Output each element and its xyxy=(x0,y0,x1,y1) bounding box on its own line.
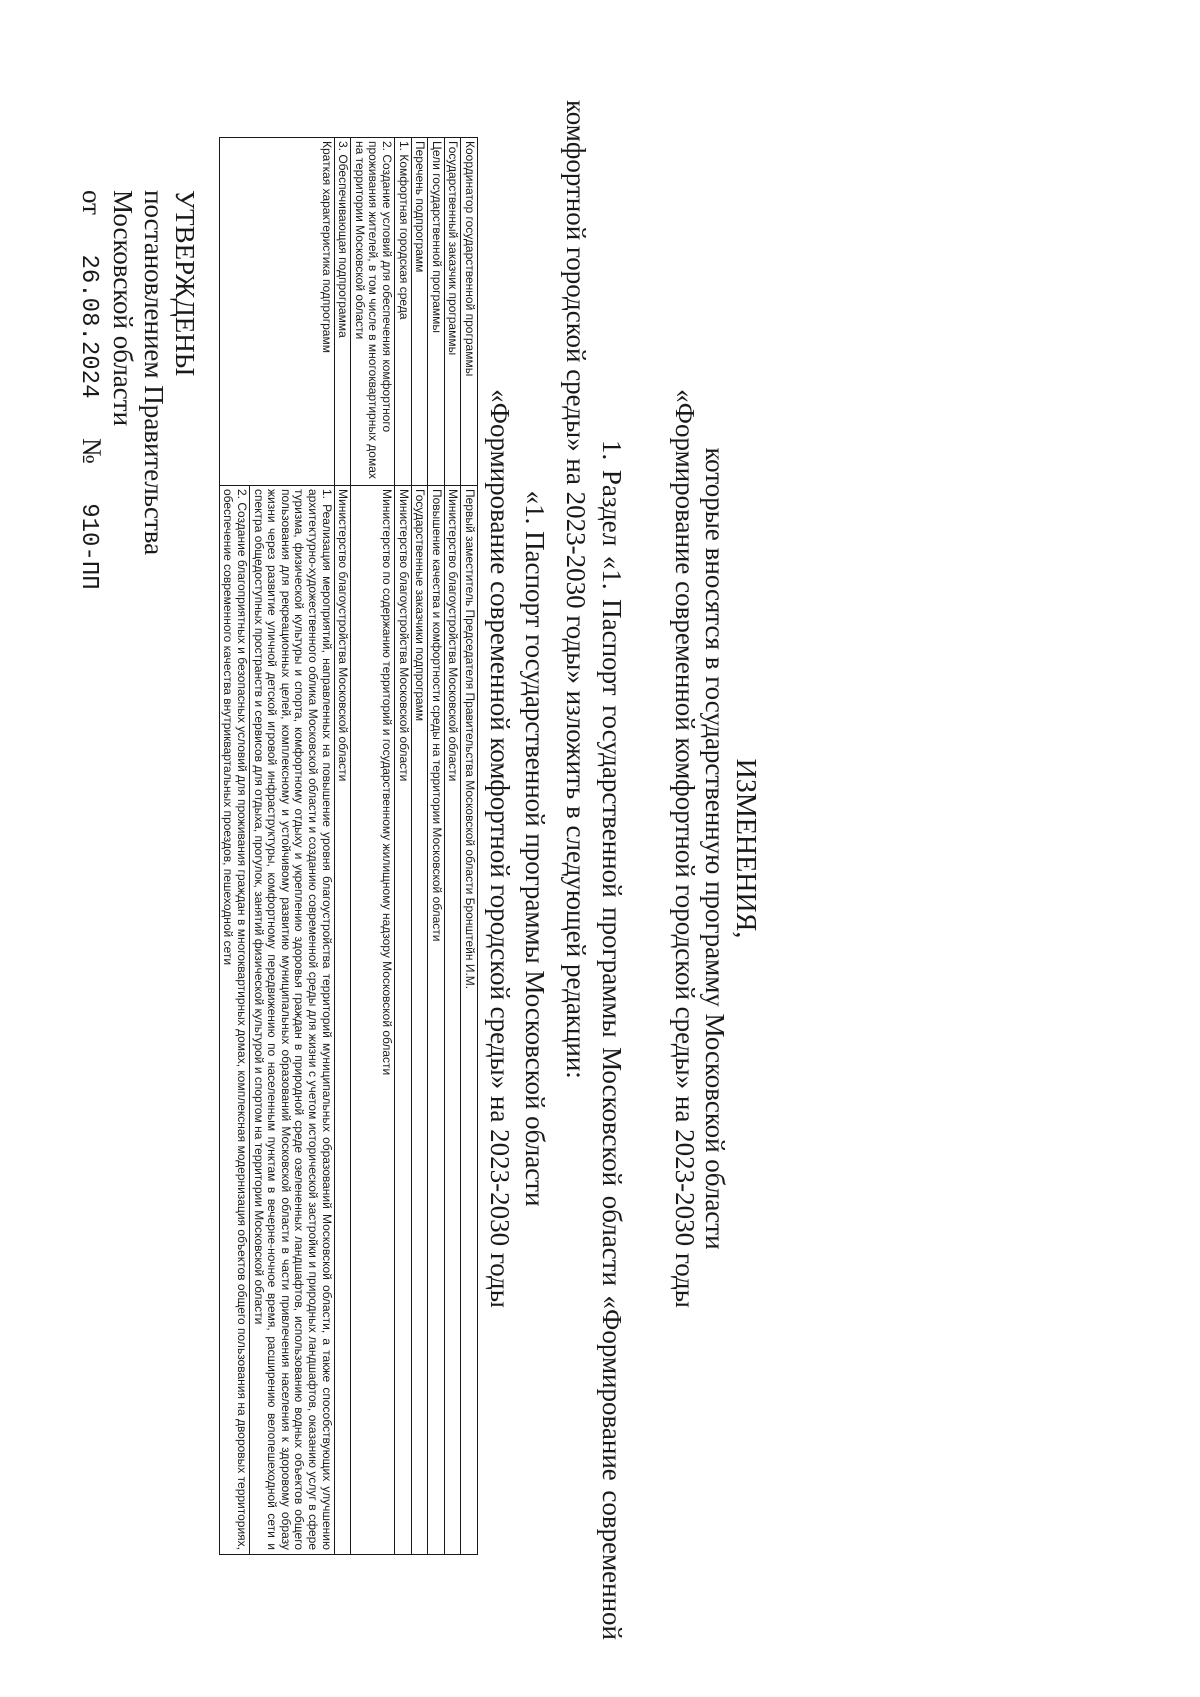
row-value: Повышение качества и комфортности среды на территории Московской области xyxy=(428,486,445,1555)
intro-text: 1. Раздел «1. Паспорт государственной программы Московской области «Формирование современной комфортной городской среды» на 2023-2030 годы» изложить в следующей редакции: xyxy=(561,100,627,1640)
table-row xyxy=(395,138,412,1555)
passport-table xyxy=(219,137,478,1555)
row-label: Государственный заказчик программы xyxy=(444,138,461,486)
table-row xyxy=(351,138,395,1555)
table-row xyxy=(444,138,461,1555)
approval-date: 26.08.2024 xyxy=(75,254,102,399)
row-value: Государственные заказчики подпрограмм xyxy=(411,486,428,1555)
approval-region: Московской области xyxy=(108,190,138,427)
intro-paragraph xyxy=(558,100,630,1640)
item-divider xyxy=(249,486,250,1554)
document-heading xyxy=(670,0,760,1697)
row-value: Министерство по содержанию территорий и государственному жилищному надзору Московской области xyxy=(351,486,395,1555)
row-label: Цели государственной программы xyxy=(428,138,445,486)
approval-date-line xyxy=(73,190,107,610)
number-sign: № xyxy=(77,437,107,464)
table-row-characteristics xyxy=(219,138,334,1555)
row-value: Министерство благоустройства Московской области xyxy=(395,486,412,1555)
passport-title-line-1: «1. Паспорт государственной программы Московской области xyxy=(520,490,550,1207)
row-value: Министерство благоустройства Московской области xyxy=(334,486,351,1555)
table-row xyxy=(334,138,351,1555)
row-label: 3. Обеспечивающая подпрограмма xyxy=(334,138,351,486)
row-value xyxy=(219,486,334,1555)
approval-word: УТВЕРЖДЕНЫ xyxy=(170,190,200,377)
approval-stamp xyxy=(73,190,200,610)
characteristic-item-2: 2. Создание благоприятных и безопасных условий для проживания граждан в многоквартирных домах, комплексная модернизация объектов общего пользования на дворовых территориях, обеспечение современного качества внутриквартальных проездов, пешеходной сети xyxy=(221,489,250,1550)
table-row xyxy=(461,138,478,1555)
passport-heading xyxy=(482,0,552,1697)
approval-number: 910-ПП xyxy=(75,503,102,590)
characteristic-item-1: 1. Реализация мероприятий, направленных на повышение уровня благоустройства территорий муниципальных образований Московской области, а также способствующих улучшению архитектурно-художественного облика Московской области и созданию современной среды для жизни с учетом исторической застройки и природных ландшафтов, оказанию услуг в сфере туризма, физической культуры и спорта, комфортному отдыху и укреплению здоровья граждан в природной среде озелененных ландшафтов, использованию водных объектов общего пользования для рекреационных целей, комплексному и устойчивому развитию муниципальных образований Московской области в части привлечения населения к здоровому образу жизни через развитие уличной детской игровой инфраструктуры, комфортному передвижению по населенным пунктам в вечерне-ночное время, расширению велопешеходной сети и спектра общедоступных пространств и сервисов для отдыха, прогулок, занятий физической культурой и спортом на территории Московской области xyxy=(251,489,334,1550)
row-value: Первый заместитель Председателя Правительства Московской области Бронштейн И.М. xyxy=(461,486,478,1555)
heading-line-3: «Формирование современной комфортной городской среды» на 2023-2030 годы xyxy=(670,389,700,1308)
heading-line-2: которые вносятся в государственную программу Московской области xyxy=(700,447,730,1250)
passport-title-line-2: «Формирование современной комфортной городской среды» на 2023-2030 годы xyxy=(485,389,515,1308)
document-title: ИЗМЕНЕНИЯ, xyxy=(730,758,761,939)
row-value: Министерство благоустройства Московской области xyxy=(444,486,461,1555)
row-label: 1. Комфортная городская среда xyxy=(395,138,412,486)
row-label: Перечень подпрограмм xyxy=(411,138,428,486)
row-label: 2. Создание условий для обеспечения комфортного проживания жителей, в том числе в многоквартирных домах на территории Московской области xyxy=(351,138,395,486)
date-prefix: от xyxy=(77,190,107,215)
row-label: Координатор государственной программы xyxy=(461,138,478,486)
table-row xyxy=(428,138,445,1555)
row-label: Краткая характеристика подпрограмм xyxy=(219,138,334,486)
table-row xyxy=(411,138,428,1555)
approval-authority: постановлением Правительства xyxy=(139,190,169,556)
